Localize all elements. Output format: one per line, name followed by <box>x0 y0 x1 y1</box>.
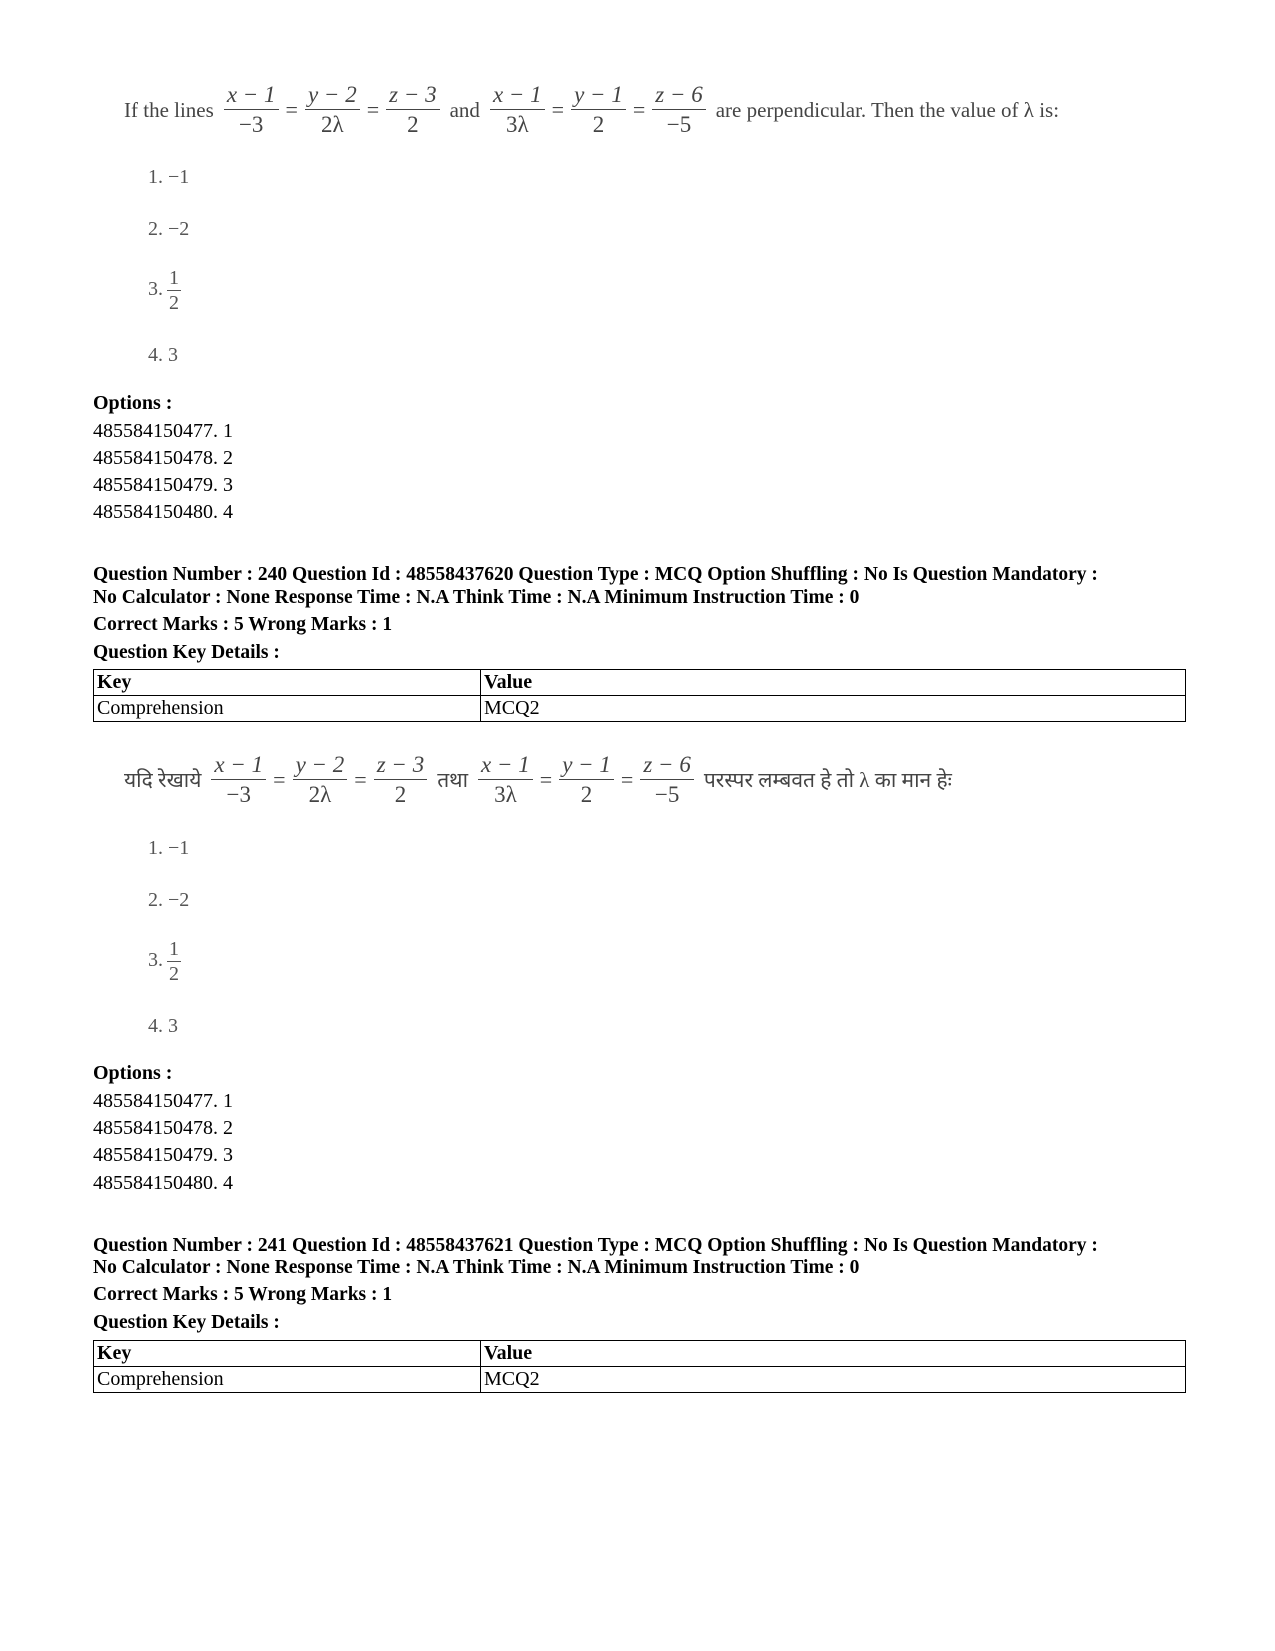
table-header-key: Key <box>94 670 481 696</box>
question-meta-line2: No Calculator : None Response Time : N.A Think Time : N.A Minimum Instruction Time : 0 <box>93 1257 860 1278</box>
table-header-key: Key <box>94 1341 481 1367</box>
choice-2: 2. −2 <box>148 218 190 240</box>
option-line: 485584150477. 1 <box>93 420 233 442</box>
question-key-table <box>93 669 1186 722</box>
fraction: $\frac{z - 6}{-5}$ <box>640 752 693 809</box>
fraction: $\frac{x - 1}{-3}$ <box>224 82 279 139</box>
choice-3-fraction: $\frac{1}{2}$ <box>169 267 179 314</box>
table-cell-value: MCQ2 <box>481 1367 1186 1393</box>
fraction: $\frac{y - 2}{2\lambda}$ <box>293 752 348 809</box>
question-marks: Correct Marks : 5 Wrong Marks : 1 <box>93 614 393 635</box>
stem-joiner: तथा <box>437 768 469 793</box>
choice-1: 1. −1 <box>148 166 190 188</box>
question-stem-english: If the lines $\frac{x - 1}{-3}$ = $\frac{y - 2}{2\lambda}$ = $\frac{z - 3}{2}$ and $\frac{x - 1}{3\lambda}$ = $\frac{y - 1}{2}$ = $\frac{z - 6}{-5}$ are perpendicular. Then the value of λ is: <box>124 82 1060 138</box>
fraction: $\frac{z - 3}{2}$ <box>374 752 427 809</box>
table-row <box>94 670 1186 696</box>
fraction: $\frac{x - 1}{-3}$ <box>211 752 266 809</box>
stem-suffix: परस्पर लम्बवत हे तो λ का मान हेः <box>703 768 952 793</box>
question-meta-line1: Question Number : 240 Question Id : 48558437620 Question Type : MCQ Option Shuffling : No Is Question Mandatory : <box>93 564 1098 585</box>
table-row <box>94 696 1186 722</box>
option-line: 485584150480. 4 <box>93 501 233 523</box>
choice-4: 4. 3 <box>148 1015 178 1037</box>
fraction: $\frac{z - 3}{2}$ <box>386 82 439 139</box>
option-line: 485584150479. 3 <box>93 1144 233 1166</box>
option-line: 485584150478. 2 <box>93 447 233 469</box>
question-key-table <box>93 1340 1186 1393</box>
choice-2: 2. −2 <box>148 889 190 911</box>
table-cell-key: Comprehension <box>94 696 481 722</box>
table-row <box>94 1341 1186 1367</box>
question-key-details-label: Question Key Details : <box>93 1312 280 1333</box>
table-row <box>94 1367 1186 1393</box>
question-meta-line1: Question Number : 241 Question Id : 48558437621 Question Type : MCQ Option Shuffling : No Is Question Mandatory : <box>93 1235 1098 1256</box>
fraction: $\frac{y - 1}{2}$ <box>571 82 626 139</box>
fraction: $\frac{z - 6}{-5}$ <box>652 82 705 139</box>
choice-1: 1. −1 <box>148 837 190 859</box>
fraction: $\frac{y - 1}{2}$ <box>559 752 614 809</box>
choice-3: 3. $\frac{1}{2}$ <box>148 267 179 314</box>
table-header-value: Value <box>481 1341 1186 1367</box>
fraction: $\frac{y - 2}{2\lambda}$ <box>305 82 360 139</box>
options-label: Options : <box>93 392 173 414</box>
table-cell-key: Comprehension <box>94 1367 481 1393</box>
option-line: 485584150479. 3 <box>93 474 233 496</box>
table-cell-value: MCQ2 <box>481 696 1186 722</box>
question-marks: Correct Marks : 5 Wrong Marks : 1 <box>93 1284 393 1305</box>
question-stem-hindi: यदि रेखाये $\frac{x - 1}{-3}$ = $\frac{y - 2}{2\lambda}$ = $\frac{z - 3}{2}$ तथा $\frac{x - 1}{3\lambda}$ = $\frac{y - 1}{2}$ = $\frac{z - 6}{-5}$ परस्पर लम्बवत हे तो λ का मान हेः <box>124 752 952 808</box>
fraction: $\frac{x - 1}{3\lambda}$ <box>490 82 545 139</box>
options-label: Options : <box>93 1062 173 1084</box>
stem-prefix: यदि रेखाये <box>124 768 202 793</box>
choice-3: 3. $\frac{1}{2}$ <box>148 938 179 985</box>
table-header-value: Value <box>481 670 1186 696</box>
choice-4: 4. 3 <box>148 344 178 366</box>
fraction: $\frac{x - 1}{3\lambda}$ <box>478 752 533 809</box>
question-key-details-label: Question Key Details : <box>93 642 280 663</box>
stem-joiner: and <box>449 97 480 122</box>
option-line: 485584150478. 2 <box>93 1117 233 1139</box>
option-line: 485584150480. 4 <box>93 1172 233 1194</box>
choice-3-fraction: $\frac{1}{2}$ <box>169 938 179 985</box>
stem-prefix: If the lines <box>124 97 214 122</box>
stem-suffix: are perpendicular. Then the value of λ is: <box>715 97 1060 122</box>
option-line: 485584150477. 1 <box>93 1090 233 1112</box>
question-meta-line2: No Calculator : None Response Time : N.A Think Time : N.A Minimum Instruction Time : 0 <box>93 587 860 608</box>
